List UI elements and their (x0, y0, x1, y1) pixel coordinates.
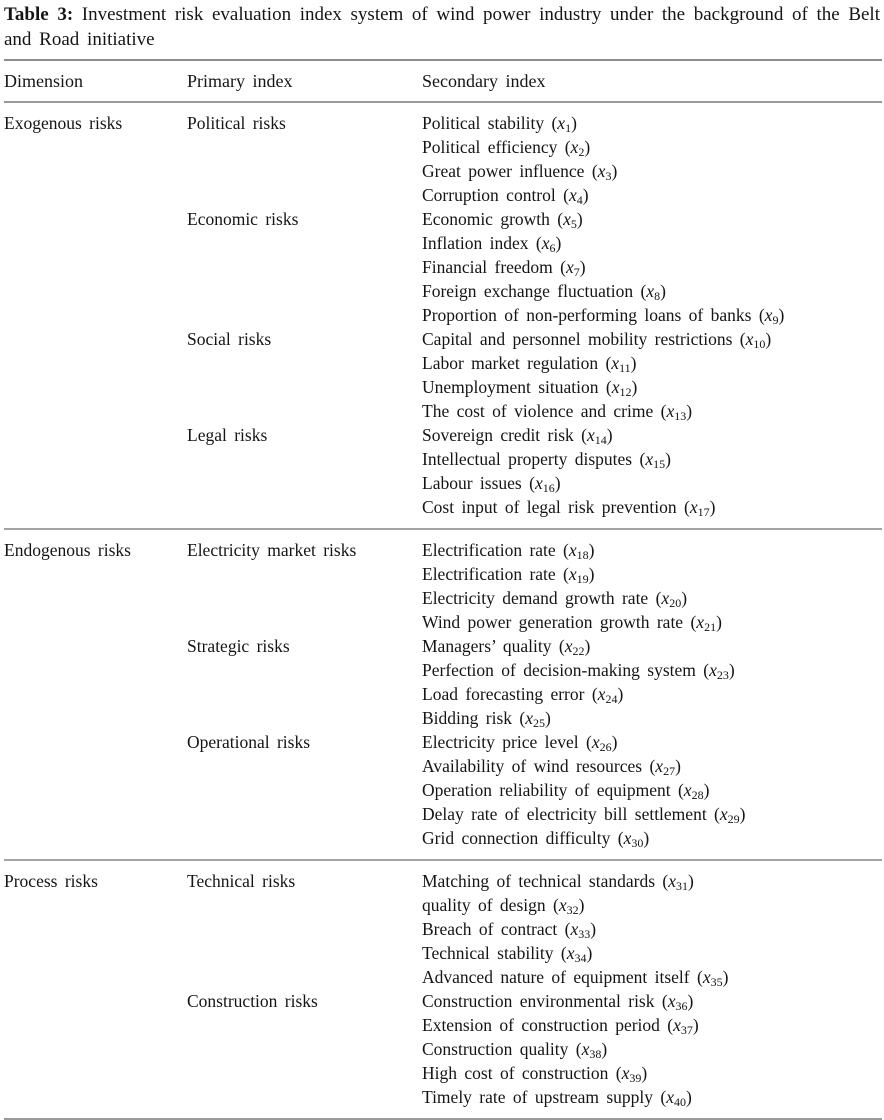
dimension-cell (4, 802, 187, 826)
variable-symbol: x (587, 425, 595, 445)
secondary-index-cell: Construction quality $(x_{38})$ (422, 1039, 608, 1061)
primary-index-cell (187, 586, 422, 610)
primary-index-cell (187, 826, 422, 850)
variable-subscript: 14 (594, 433, 607, 447)
primary-index-cell (187, 399, 422, 423)
table-row (4, 778, 882, 802)
primary-index-cell (187, 706, 422, 730)
table-row (4, 399, 882, 423)
dimension-cell (4, 682, 187, 706)
variable-symbol: x (689, 497, 698, 517)
primary-index-cell (187, 658, 422, 682)
primary-index-cell (187, 778, 422, 802)
table-row (4, 375, 882, 399)
table-row (4, 231, 882, 255)
variable-symbol: x (581, 1039, 590, 1059)
variable-subscript: 18 (576, 548, 589, 562)
table-row (4, 183, 882, 207)
table-caption (4, 2, 882, 52)
secondary-index-cell: Load forecasting error $(x_{24})$ (422, 684, 624, 706)
secondary-index-cell: Political efficiency $(x_2)$ (422, 137, 591, 159)
table-row (4, 941, 882, 965)
variable-symbol: x (541, 233, 550, 253)
variable-symbol: x (764, 305, 773, 325)
variable-subscript: 20 (669, 596, 682, 610)
dimension-cell (4, 375, 187, 399)
variable-subscript: 11 (619, 361, 631, 375)
variable-subscript: 4 (576, 193, 583, 207)
dimension-cell (4, 754, 187, 778)
variable-symbol: x (566, 257, 574, 277)
variable-subscript: 37 (680, 1023, 693, 1037)
table-row (4, 207, 882, 231)
variable-subscript: 27 (663, 764, 676, 778)
dimension-cell (4, 730, 187, 754)
secondary-index-cell: Delay rate of electricity bill settlement $(x_{29})$ (422, 804, 746, 826)
secondary-index-cell: Matching of technical standards $(x_{31})$ (422, 871, 694, 893)
secondary-index-cell: Extension of construction period $(x_{37})$ (422, 1015, 699, 1037)
secondary-index-cell: Intellectual property disputes $(x_{15})$ (422, 449, 671, 471)
table-section (4, 530, 882, 861)
dimension-cell (4, 303, 187, 327)
primary-index-cell (187, 610, 422, 634)
table-row (4, 682, 882, 706)
column-header-secondary-index: Secondary index (422, 71, 546, 91)
variable-subscript: 7 (573, 265, 580, 279)
variable-subscript: 12 (619, 385, 632, 399)
variable-subscript: 10 (753, 337, 766, 351)
primary-index-cell: Technical risks (187, 871, 296, 891)
table-row (4, 279, 882, 303)
variable-symbol: x (673, 1015, 681, 1035)
dimension-cell (4, 183, 187, 207)
variable-symbol: x (597, 684, 606, 704)
table-row (4, 447, 882, 471)
primary-index-cell: Legal risks (187, 425, 268, 445)
table-row (4, 1013, 882, 1037)
primary-index-cell (187, 495, 422, 519)
primary-index-cell (187, 351, 422, 375)
primary-index-cell (187, 447, 422, 471)
secondary-index-cell: Bidding risk $(x_{25})$ (422, 708, 551, 730)
table-row (4, 351, 882, 375)
variable-subscript: 21 (704, 620, 717, 634)
secondary-index-cell: Economic growth $(x_5)$ (422, 209, 583, 231)
secondary-index-cell: The cost of violence and crime $(x_{13})$ (422, 401, 693, 423)
table-row (4, 586, 882, 610)
dimension-cell (4, 634, 187, 658)
dimension-cell (4, 471, 187, 495)
dimension-cell (4, 586, 187, 610)
secondary-index-cell: Technical stability $(x_{34})$ (422, 943, 593, 965)
primary-index-cell (187, 917, 422, 941)
variable-symbol: x (666, 401, 675, 421)
variable-symbol: x (667, 991, 676, 1011)
secondary-index-cell: Labour issues $(x_{16})$ (422, 473, 561, 495)
secondary-index-cell: Foreign exchange fluctuation $(x_8)$ (422, 281, 666, 303)
table-row (4, 826, 882, 850)
primary-index-cell: Strategic risks (187, 636, 290, 656)
primary-index-cell (187, 802, 422, 826)
primary-index-cell (187, 965, 422, 989)
variable-subscript: 40 (674, 1095, 687, 1109)
primary-index-cell: Economic risks (187, 209, 299, 229)
variable-symbol: x (709, 660, 717, 680)
dimension-cell: Exogenous risks (4, 113, 123, 133)
dimension-cell (4, 159, 187, 183)
secondary-index-cell: Construction environmental risk $(x_{36})$ (422, 991, 694, 1013)
variable-subscript: 35 (710, 975, 723, 989)
table-row (4, 989, 882, 1013)
primary-index-cell (187, 471, 422, 495)
dimension-cell (4, 327, 187, 351)
variable-subscript: 29 (727, 812, 740, 826)
variable-subscript: 22 (572, 644, 585, 658)
dimension-cell (4, 562, 187, 586)
secondary-index-cell: Perfection of decision-making system $(x_{23})$ (422, 660, 735, 682)
table-row (4, 111, 882, 135)
variable-subscript: 15 (653, 457, 666, 471)
table-row (4, 471, 882, 495)
dimension-cell (4, 965, 187, 989)
dimension-cell (4, 231, 187, 255)
primary-index-cell (187, 255, 422, 279)
secondary-index-cell: High cost of construction $(x_{39})$ (422, 1063, 648, 1085)
table-row (4, 303, 882, 327)
primary-index-cell: Operational risks (187, 732, 311, 752)
table-row (4, 869, 882, 893)
dimension-cell (4, 135, 187, 159)
secondary-index-cell: Breach of contract $(x_{33})$ (422, 919, 597, 941)
table-row (4, 159, 882, 183)
dimension-cell (4, 1061, 187, 1085)
variable-symbol: x (597, 161, 606, 181)
primary-index-cell (187, 279, 422, 303)
variable-symbol: x (683, 780, 692, 800)
dimension-cell (4, 1013, 187, 1037)
variable-subscript: 26 (599, 740, 612, 754)
table-caption-label: Table 3: (4, 4, 74, 25)
table-row (4, 562, 882, 586)
secondary-index-cell: Electrification rate $(x_{19})$ (422, 564, 595, 586)
table-row (4, 255, 882, 279)
variable-subscript: 13 (674, 409, 687, 423)
dimension-cell (4, 658, 187, 682)
primary-index-cell (187, 1061, 422, 1085)
variable-symbol: x (570, 137, 579, 157)
dimension-cell: Process risks (4, 871, 98, 891)
table-row (4, 495, 882, 519)
variable-symbol: x (570, 919, 579, 939)
variable-symbol: x (534, 473, 543, 493)
variable-subscript: 6 (549, 241, 556, 255)
variable-subscript: 5 (570, 217, 577, 231)
dimension-cell: Endogenous risks (4, 540, 131, 560)
primary-index-cell: Social risks (187, 329, 272, 349)
variable-subscript: 17 (697, 505, 710, 519)
secondary-index-cell: Proportion of non-performing loans of banks $(x_9)$ (422, 305, 785, 327)
primary-index-cell (187, 231, 422, 255)
primary-index-cell: Construction risks (187, 991, 318, 1011)
table-caption-text: Investment risk evaluation index system of wind power industry under the background of the Belt and Road initiative (4, 4, 880, 50)
secondary-index-cell: Corruption control $(x_4)$ (422, 185, 589, 207)
secondary-index-cell: Managers’ quality $(x_{22})$ (422, 636, 591, 658)
secondary-index-cell: Timely rate of upstream supply $(x_{40})$ (422, 1087, 692, 1109)
secondary-index-cell: Great power influence $(x_3)$ (422, 161, 618, 183)
table-row (4, 893, 882, 917)
variable-subscript: 36 (675, 999, 688, 1013)
variable-symbol: x (719, 804, 728, 824)
variable-symbol: x (611, 353, 620, 373)
secondary-index-cell: quality of design $(x_{32})$ (422, 895, 585, 917)
column-header-dimension: Dimension (4, 71, 83, 91)
primary-index-cell (187, 135, 422, 159)
variable-symbol: x (564, 636, 573, 656)
table-row (4, 327, 882, 351)
table-row (4, 1061, 882, 1085)
table-row (4, 754, 882, 778)
variable-symbol: x (623, 828, 632, 848)
table-row (4, 1085, 882, 1109)
variable-subscript: 9 (772, 313, 779, 327)
variable-subscript: 38 (589, 1047, 602, 1061)
variable-symbol: x (557, 113, 566, 133)
variable-subscript: 2 (578, 145, 585, 159)
secondary-index-cell: Sovereign credit risk $(x_{14})$ (422, 425, 613, 447)
table-row (4, 917, 882, 941)
variable-subscript: 25 (533, 716, 546, 730)
table-row (4, 658, 882, 682)
primary-index-cell (187, 562, 422, 586)
variable-subscript: 19 (576, 572, 589, 586)
variable-symbol: x (568, 564, 577, 584)
dimension-cell (4, 989, 187, 1013)
secondary-index-cell: Operation reliability of equipment $(x_{28})$ (422, 780, 710, 802)
primary-index-cell (187, 1037, 422, 1061)
variable-subscript: 8 (654, 289, 661, 303)
variable-subscript: 34 (574, 951, 587, 965)
variable-symbol: x (702, 967, 711, 987)
variable-subscript: 31 (676, 879, 689, 893)
table-row (4, 538, 882, 562)
secondary-index-cell: Electrification rate $(x_{18})$ (422, 540, 595, 562)
table-row (4, 706, 882, 730)
secondary-index-cell: Capital and personnel mobility restrictions $(x_{10})$ (422, 329, 772, 351)
table-row (4, 135, 882, 159)
dimension-cell (4, 495, 187, 519)
secondary-index-cell: Financial freedom $(x_7)$ (422, 257, 586, 279)
variable-subscript: 32 (566, 903, 579, 917)
secondary-index-cell: Electricity demand growth rate $(x_{20})$ (422, 588, 688, 610)
table-body (4, 103, 882, 1120)
primary-index-cell (187, 893, 422, 917)
variable-symbol: x (668, 871, 677, 891)
variable-symbol: x (591, 732, 600, 752)
secondary-index-cell: Inflation index $(x_6)$ (422, 233, 562, 255)
secondary-index-cell: Electricity price level $(x_{26})$ (422, 732, 618, 754)
dimension-cell (4, 255, 187, 279)
secondary-index-cell: Labor market regulation $(x_{11})$ (422, 353, 637, 375)
dimension-cell (4, 279, 187, 303)
variable-symbol: x (696, 612, 705, 632)
primary-index-cell (187, 183, 422, 207)
primary-index-cell (187, 754, 422, 778)
primary-index-cell: Political risks (187, 113, 286, 133)
dimension-cell (4, 1037, 187, 1061)
dimension-cell (4, 399, 187, 423)
variable-symbol: x (655, 756, 664, 776)
variable-subscript: 33 (578, 927, 591, 941)
secondary-index-cell: Grid connection difficulty $(x_{30})$ (422, 828, 650, 850)
variable-subscript: 24 (605, 692, 618, 706)
table-row (4, 965, 882, 989)
variable-subscript: 28 (691, 788, 704, 802)
variable-symbol: x (621, 1063, 630, 1083)
variable-symbol: x (568, 185, 577, 205)
variable-symbol: x (661, 588, 670, 608)
secondary-index-cell: Unemployment situation $(x_{12})$ (422, 377, 638, 399)
table-header-row (4, 61, 882, 103)
primary-index-cell (187, 375, 422, 399)
secondary-index-cell: Availability of wind resources $(x_{27})$ (422, 756, 681, 778)
variable-subscript: 1 (565, 121, 572, 135)
table-row (4, 423, 882, 447)
variable-symbol: x (525, 708, 534, 728)
dimension-cell (4, 778, 187, 802)
dimension-cell (4, 351, 187, 375)
variable-subscript: 23 (716, 668, 729, 682)
primary-index-cell (187, 941, 422, 965)
table-section (4, 103, 882, 530)
variable-symbol: x (666, 1087, 675, 1107)
table-section (4, 861, 882, 1120)
secondary-index-cell: Political stability $(x_1)$ (422, 113, 577, 135)
dimension-cell (4, 423, 187, 447)
table-row (4, 730, 882, 754)
primary-index-cell: Electricity market risks (187, 540, 357, 560)
dimension-cell (4, 447, 187, 471)
variable-symbol: x (566, 943, 575, 963)
dimension-cell (4, 610, 187, 634)
variable-symbol: x (611, 377, 620, 397)
column-header-primary-index: Primary index (187, 71, 293, 91)
variable-subscript: 39 (629, 1071, 642, 1085)
variable-symbol: x (646, 281, 655, 301)
table-row (4, 802, 882, 826)
primary-index-cell (187, 682, 422, 706)
dimension-cell (4, 917, 187, 941)
dimension-cell (4, 941, 187, 965)
table-row (4, 1037, 882, 1061)
variable-subscript: 3 (605, 169, 612, 183)
primary-index-cell (187, 1013, 422, 1037)
dimension-cell (4, 826, 187, 850)
variable-symbol: x (563, 209, 571, 229)
variable-subscript: 16 (542, 481, 555, 495)
variable-symbol: x (745, 329, 754, 349)
table-row (4, 634, 882, 658)
secondary-index-cell: Wind power generation growth rate $(x_{21})$ (422, 612, 722, 634)
dimension-cell (4, 706, 187, 730)
variable-subscript: 30 (631, 836, 644, 850)
table-row (4, 610, 882, 634)
variable-symbol: x (568, 540, 577, 560)
dimension-cell (4, 1085, 187, 1109)
variable-symbol: x (645, 449, 654, 469)
primary-index-cell (187, 159, 422, 183)
primary-index-cell (187, 1085, 422, 1109)
primary-index-cell (187, 303, 422, 327)
dimension-cell (4, 207, 187, 231)
variable-symbol: x (558, 895, 567, 915)
secondary-index-cell: Cost input of legal risk prevention $(x_{17})$ (422, 497, 716, 519)
dimension-cell (4, 893, 187, 917)
secondary-index-cell: Advanced nature of equipment itself $(x_{35})$ (422, 967, 729, 989)
